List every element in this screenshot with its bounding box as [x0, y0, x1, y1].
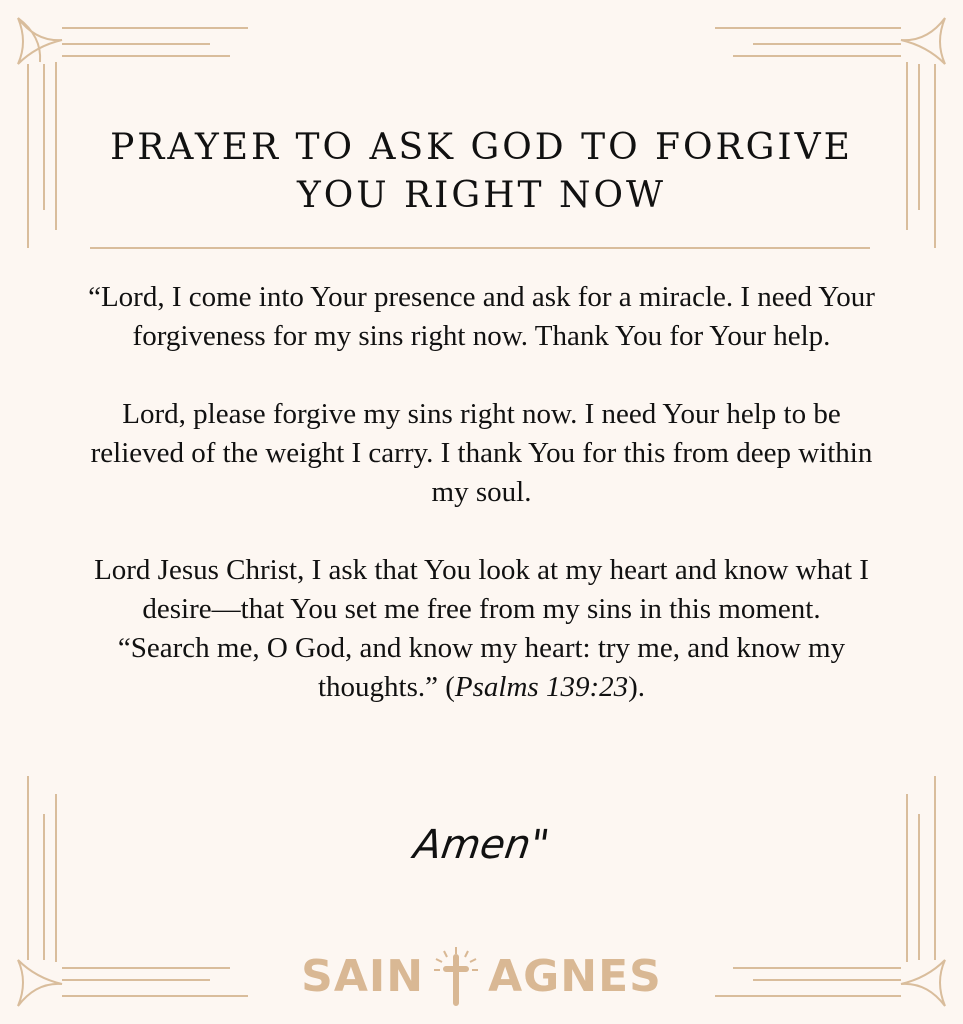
logo-text-right: AGNES: [488, 950, 662, 1002]
saint-agnes-logo: [0, 945, 963, 1007]
cross-sunburst-icon: [432, 945, 480, 1007]
scripture-quote-text: “Search me, O God, and know my heart: try me, and know my thoughts.” (: [117, 632, 846, 703]
prayer-paragraph-2: Lord, please forgive my sins right now. I need Your help to be relieved of the weight I carry. I thank You for this from deep within my soul.: [90, 398, 873, 508]
logo-text-left: SAIN: [301, 950, 425, 1002]
closing-amen: Amen": [410, 822, 553, 868]
prayer-paragraph-1: “Lord, I come into Your presence and ask for a miracle. I need Your forgiveness for my sins right now. Thank You for Your help.: [88, 281, 875, 352]
scripture-reference: Psalms 139:23: [454, 671, 629, 703]
title-divider: [90, 247, 870, 249]
scripture-quote: [80, 629, 883, 707]
prayer-text: [80, 278, 883, 707]
scripture-quote-end: ).: [628, 671, 646, 703]
page-title: PRAYER TO ASK GOD TO FORGIVE YOU RIGHT NOW: [110, 127, 853, 216]
prayer-paragraph-3: Lord Jesus Christ, I ask that You look at my heart and know what I desire—that You set me free from my sins in this moment.: [94, 554, 869, 625]
